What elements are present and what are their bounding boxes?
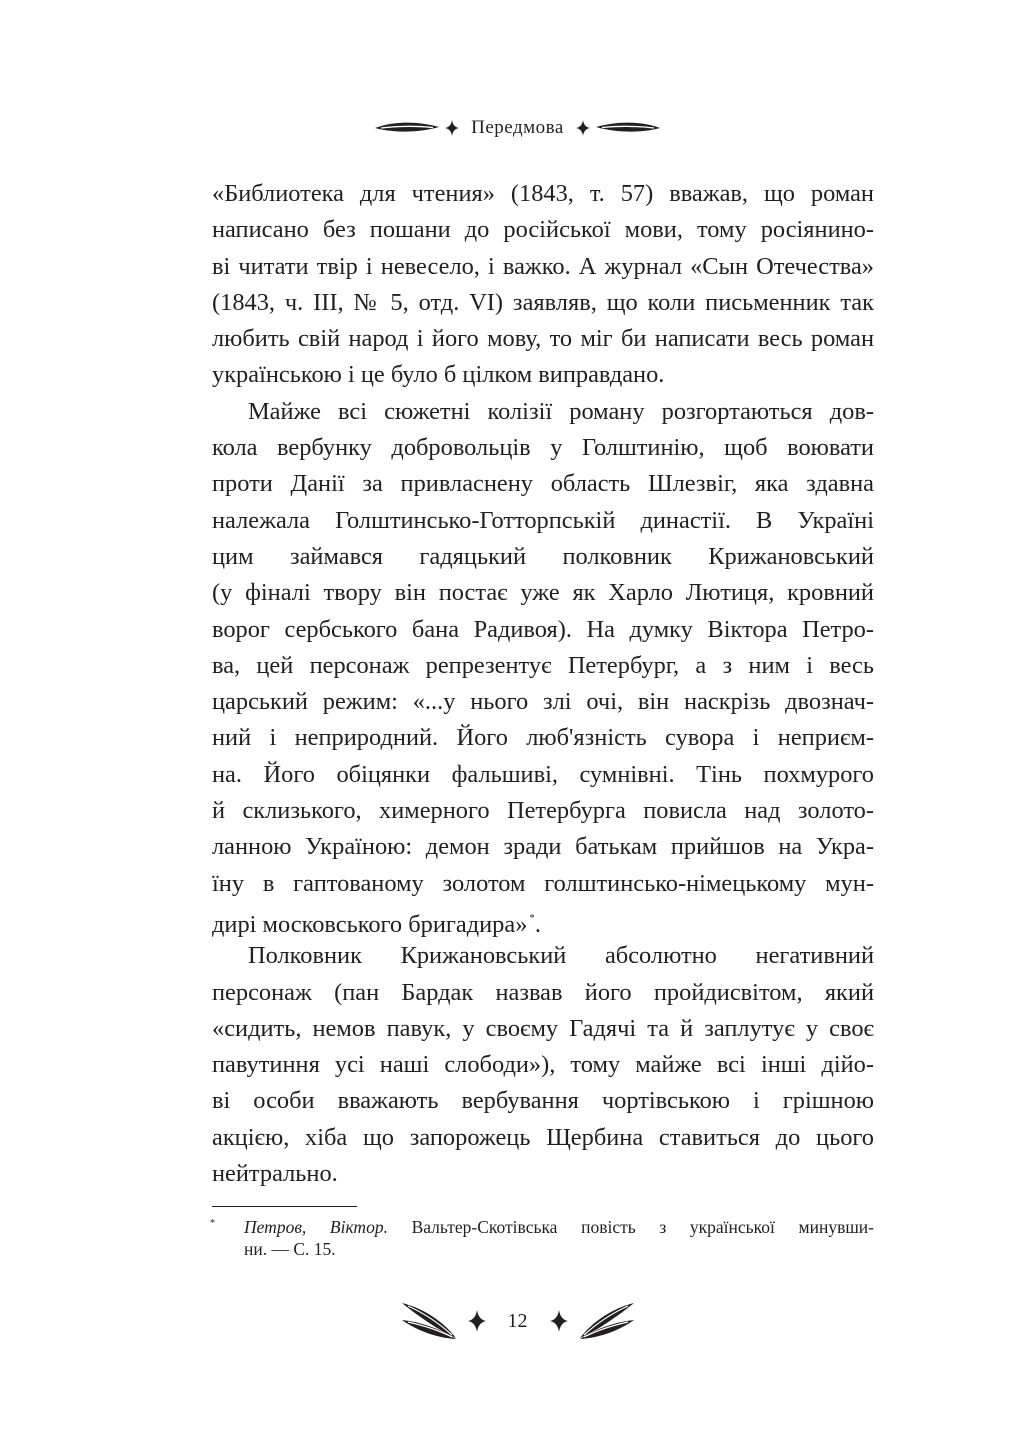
body-text [212, 176, 874, 1192]
text-line: й склизького, химерного Петербурга повисла над золото- [212, 797, 874, 825]
footnote [212, 1216, 874, 1260]
text-line [212, 902, 874, 938]
double-leaf-ornament-left-icon [400, 1300, 458, 1342]
footnote-title: Вальтер-Скотівська повість з української минувши- [387, 1217, 874, 1237]
text-line: належала Голштинсько-Готторпській династії. В Україні [212, 506, 874, 534]
text-line: ний і неприродний. Його люб'язність сувора і неприєм- [212, 724, 874, 752]
leaf-ornament-right-icon [594, 119, 662, 137]
text-line: нейтрально. [212, 1160, 338, 1188]
text-line: царський режим: «...у нього злі очі, він наскрізь двознач- [212, 688, 874, 716]
star-separator-icon [445, 120, 459, 136]
paragraph-start-line: Полковник Крижановський абсолютно негативний [248, 942, 874, 970]
text-line: ві особи вважають вербування чортівською і грішною [212, 1087, 874, 1115]
footnote-line: ни. — С. 15. [244, 1239, 336, 1259]
text-line: любить свій народ і його мову, то міг би написати весь роман [212, 325, 874, 353]
text-line: ланною Україною: демон зради батькам прийшов на Укра- [212, 833, 874, 861]
footnote-author: Петров, Віктор. [244, 1217, 388, 1237]
leaf-ornament-left-icon [373, 119, 441, 137]
text-line: (у фіналі твору він постає уже як Харло Лютиця, кровний [212, 579, 874, 607]
running-head [0, 110, 1035, 146]
text-line: «Библиотека для чтения» (1843, т. 57) вважав, що роман [212, 180, 874, 207]
text-line: на. Його обіцянки фальшиві, сумнівні. Тінь похмурого [212, 760, 874, 788]
star-separator-icon [468, 1310, 486, 1332]
chapter-title: Передмова [471, 117, 564, 138]
page-footer [0, 1296, 1035, 1346]
star-separator-icon [550, 1310, 568, 1332]
text-line: акцією, хіба що запорожець Щербина ставиться до цього [212, 1123, 874, 1151]
double-leaf-ornament-right-icon [578, 1300, 636, 1342]
text-line: цим займався гадяцький полковник Крижановський [212, 542, 874, 570]
text-line: «сидить, немов павук, у своєму Гадячі та й заплутує у своє [212, 1014, 874, 1042]
quote-end-punct: . [534, 911, 541, 939]
text-line: ві читати твір і невесело, і важко. А журнал «Сын Отечества» [212, 252, 874, 280]
text-line: українською і це було б цілком виправдано. [212, 361, 665, 389]
text-line: кола вербунку добровольців у Голштинію, щоб воювати [212, 434, 874, 462]
text-line: їну в гаптованому золотом голштинсько-німецькому мун- [212, 869, 874, 897]
text-line: ва, цей персонаж репрезентує Петербург, а з ним і весь [212, 651, 874, 679]
text-line: проти Данії за привласнену область Шлезвіг, яка здавна [212, 470, 874, 498]
page-number: 12 [507, 1309, 528, 1332]
footnote-line [212, 1216, 874, 1238]
text-line: (1843, ч. III, № 5, отд. VI) заявляв, що коли письменник так [212, 288, 874, 316]
footnote-rule [212, 1206, 357, 1207]
text-line: павутиння усі наші слободи»), тому майже всі інші дійо- [212, 1051, 874, 1079]
footnote-marker: * [210, 1218, 215, 1229]
text-line: написано без пошани до російської мови, тому росіянино- [212, 216, 874, 244]
quote-end-text: дирі московського бригадира» [212, 911, 528, 939]
footnote-reference[interactable]: * [529, 911, 535, 924]
star-separator-icon [576, 120, 590, 136]
paragraph-start-line: Майже всі сюжетні колізії роману розгортаються дов- [248, 397, 874, 425]
text-line: ворог сербського бана Радивоя). На думку Віктора Петро- [212, 615, 874, 643]
text-line: персонаж (пан Бардак назвав його пройдисвітом, який [212, 978, 874, 1006]
